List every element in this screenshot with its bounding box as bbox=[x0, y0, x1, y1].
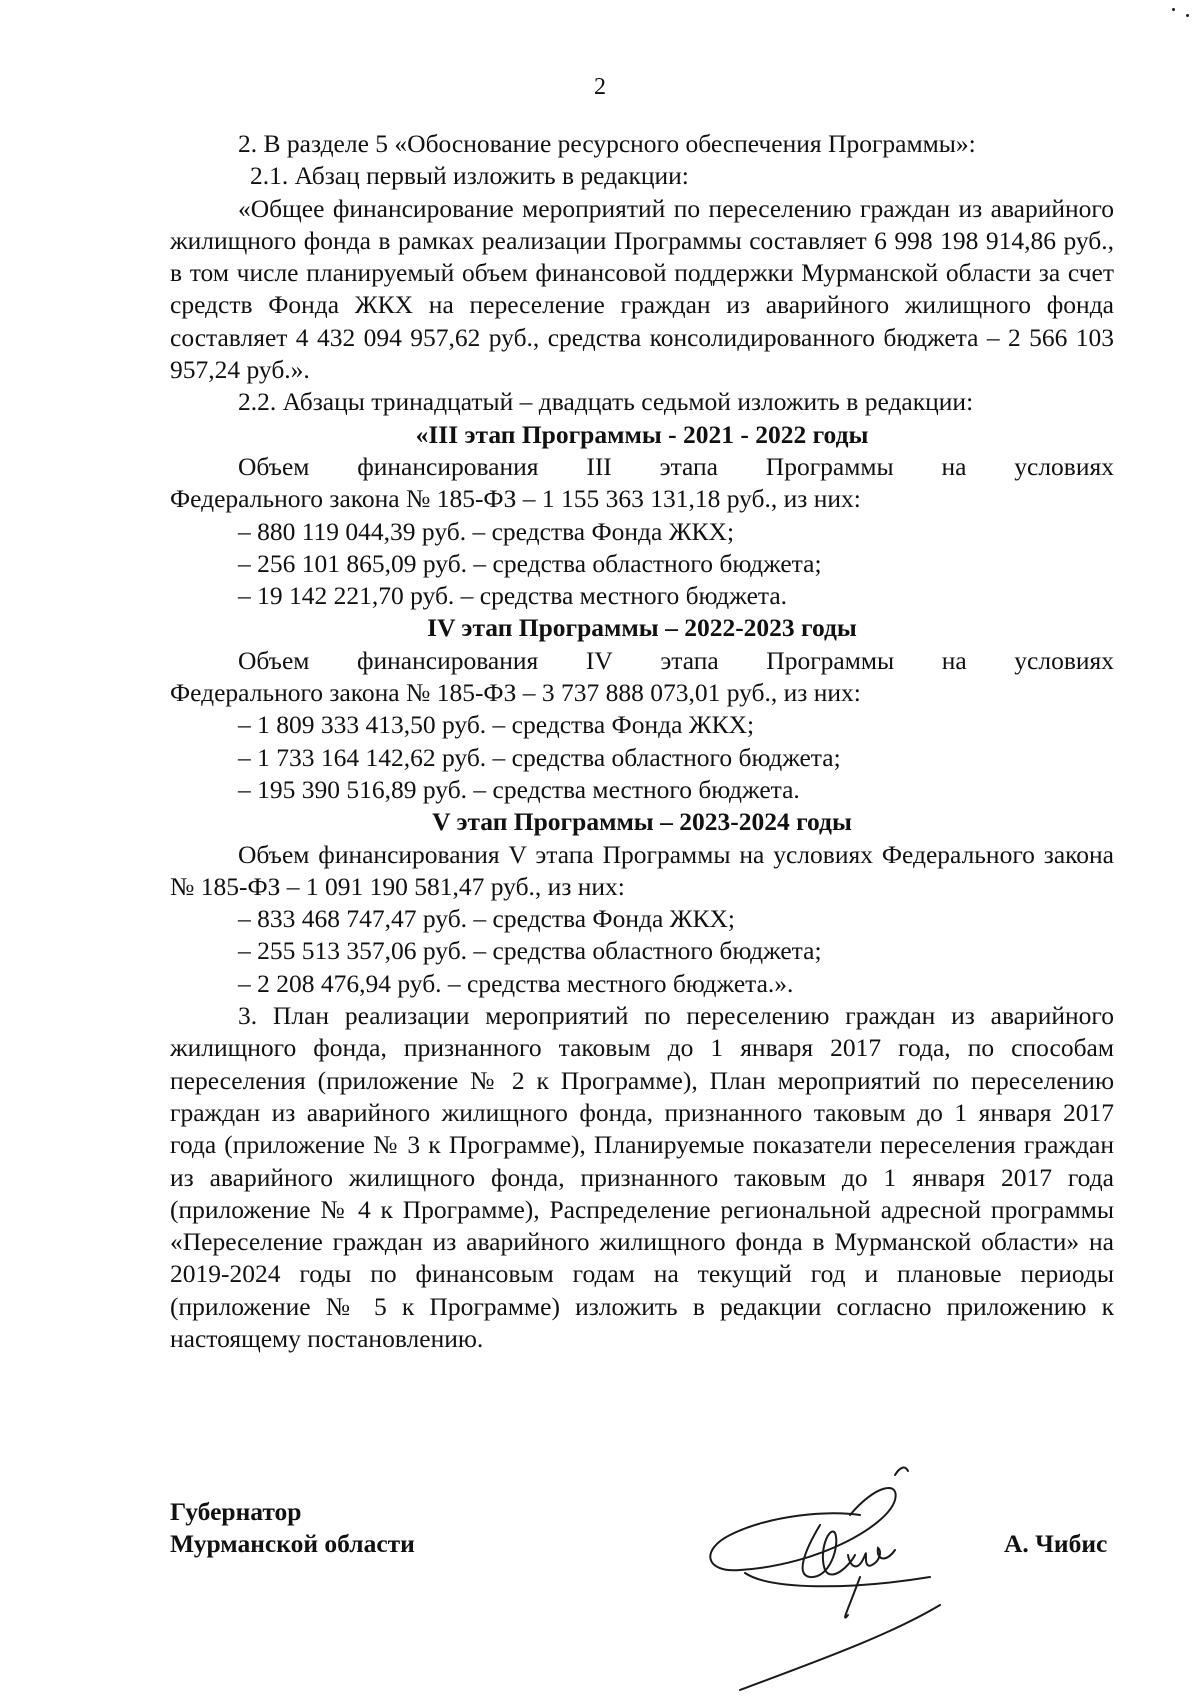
intro-word: условиях bbox=[1014, 451, 1114, 481]
stage-4-intro-rest: Федерального закона № 185-ФЗ – 3 737 888 073,01 руб., из них: bbox=[170, 678, 861, 708]
stage-3-item: – 256 101 865,09 руб. – средства областного бюджета; bbox=[238, 548, 822, 578]
intro-word: Объем bbox=[238, 451, 310, 481]
stage-3-item: – 19 142 221,70 руб. – средства местного бюджета. bbox=[238, 581, 788, 611]
stage-4-item: – 1 809 333 413,50 руб. – средства Фонда ЖКХ; bbox=[238, 710, 755, 740]
intro-word: Программы bbox=[765, 451, 894, 481]
page-number: 2 bbox=[594, 74, 606, 100]
signatory-title-line: Мурманской области bbox=[170, 1529, 415, 1558]
stage-3-intro-line bbox=[170, 451, 1114, 483]
signatory-title-line: Губернатор bbox=[170, 1497, 302, 1526]
stage-3-item: – 880 119 044,39 руб. – средства Фонда ЖКХ; bbox=[238, 516, 735, 546]
intro-word: этапа bbox=[659, 451, 718, 481]
intro-word: финансирования bbox=[357, 451, 539, 481]
intro-word: III bbox=[586, 451, 612, 481]
intro-word: Объем bbox=[238, 645, 310, 675]
stage-5-item: – 833 468 747,47 руб. – средства Фонда ЖКХ; bbox=[238, 904, 736, 934]
stage-5-title: V этап Программы – 2023-2024 годы bbox=[432, 807, 852, 837]
stage-4-title: IV этап Программы – 2022-2023 годы bbox=[427, 613, 857, 643]
stage-4-item: – 1 733 164 142,62 руб. – средства областного бюджета; bbox=[238, 742, 841, 772]
scan-speck bbox=[1186, 14, 1189, 17]
stage-4-item: – 195 390 516,89 руб. – средства местного бюджета. bbox=[238, 774, 800, 804]
signatory-title bbox=[170, 1496, 415, 1560]
intro-word: этапа bbox=[660, 645, 719, 675]
paragraph-section-2: 2. В разделе 5 «Обоснование ресурсного обеспечения Программы»: bbox=[238, 129, 976, 158]
stage-5-item: – 255 513 357,06 руб. – средства областного бюджета; bbox=[238, 936, 822, 966]
intro-word: финансирования bbox=[356, 645, 539, 675]
intro-word: Программы bbox=[766, 645, 895, 675]
intro-word: IV bbox=[585, 645, 613, 675]
paragraph-3: 3. План реализации мероприятий по переселению граждан из аварийного жилищного фонда, признанного таковым до 1 января 2017 года, по способам переселения (приложение № 2 к Программе), План мероприятий по переселению граждан из аварийного жилищного фонда, признанного таковым до 1 января 2017 года (приложение № 3 к Программе), Планируемые показатели переселения граждан из аварийного жилищного фонда, признанного таковым до 1 января 2017 года (приложение № 4 к Программе), Распределение региональной адресной программы «Переселение граждан из аварийного жилищного фонда в Мурманской области» на 2019-2024 годы по финансовым годам на текущий год и плановые периоды (приложение № 5 к Программе) изложить в редакции согласно приложению к настоящему постановлению. bbox=[170, 1001, 1114, 1353]
signatory-name: А. Чибис bbox=[1004, 1529, 1108, 1558]
stage-5-intro: Объем финансирования V этапа Программы на условиях Федерального закона № 185-ФЗ – 1 091 190 581,47 руб., из них: bbox=[170, 839, 1114, 901]
scan-speck bbox=[1172, 8, 1175, 11]
document-body bbox=[170, 128, 1114, 1355]
stage-3-intro-rest: Федерального закона № 185-ФЗ – 1 155 363 131,18 руб., из них: bbox=[170, 484, 861, 514]
stage-3-title: «III этап Программы - 2021 - 2022 годы bbox=[415, 419, 869, 449]
stage-4-intro-line bbox=[170, 645, 1114, 677]
paragraph-2-1: 2.1. Абзац первый изложить в редакции: bbox=[250, 161, 689, 191]
paragraph-2-2: 2.2. Абзацы тринадцатый – двадцать седьмой изложить в редакции: bbox=[238, 387, 974, 417]
paragraph-financing-total: «Общее финансирование мероприятий по переселению граждан из аварийного жилищного фонда в рамках реализации Программы составляет 6 998 198 914,86 руб., в том числе планируемый объем финансовой поддержки Мурманской области за счет средств Фонда ЖКХ на переселение граждан из аварийного жилищного фонда составляет 4 432 094 957,62 руб., средства консолидированного бюджета – 2 566 103 957,24 руб.». bbox=[170, 193, 1114, 385]
stage-5-item: – 2 208 476,94 руб. – средства местного бюджета.». bbox=[238, 968, 794, 998]
intro-word: на bbox=[941, 451, 967, 481]
intro-word: условиях bbox=[1014, 645, 1114, 675]
intro-word: на bbox=[941, 645, 967, 675]
handwritten-signature bbox=[700, 1455, 990, 1695]
